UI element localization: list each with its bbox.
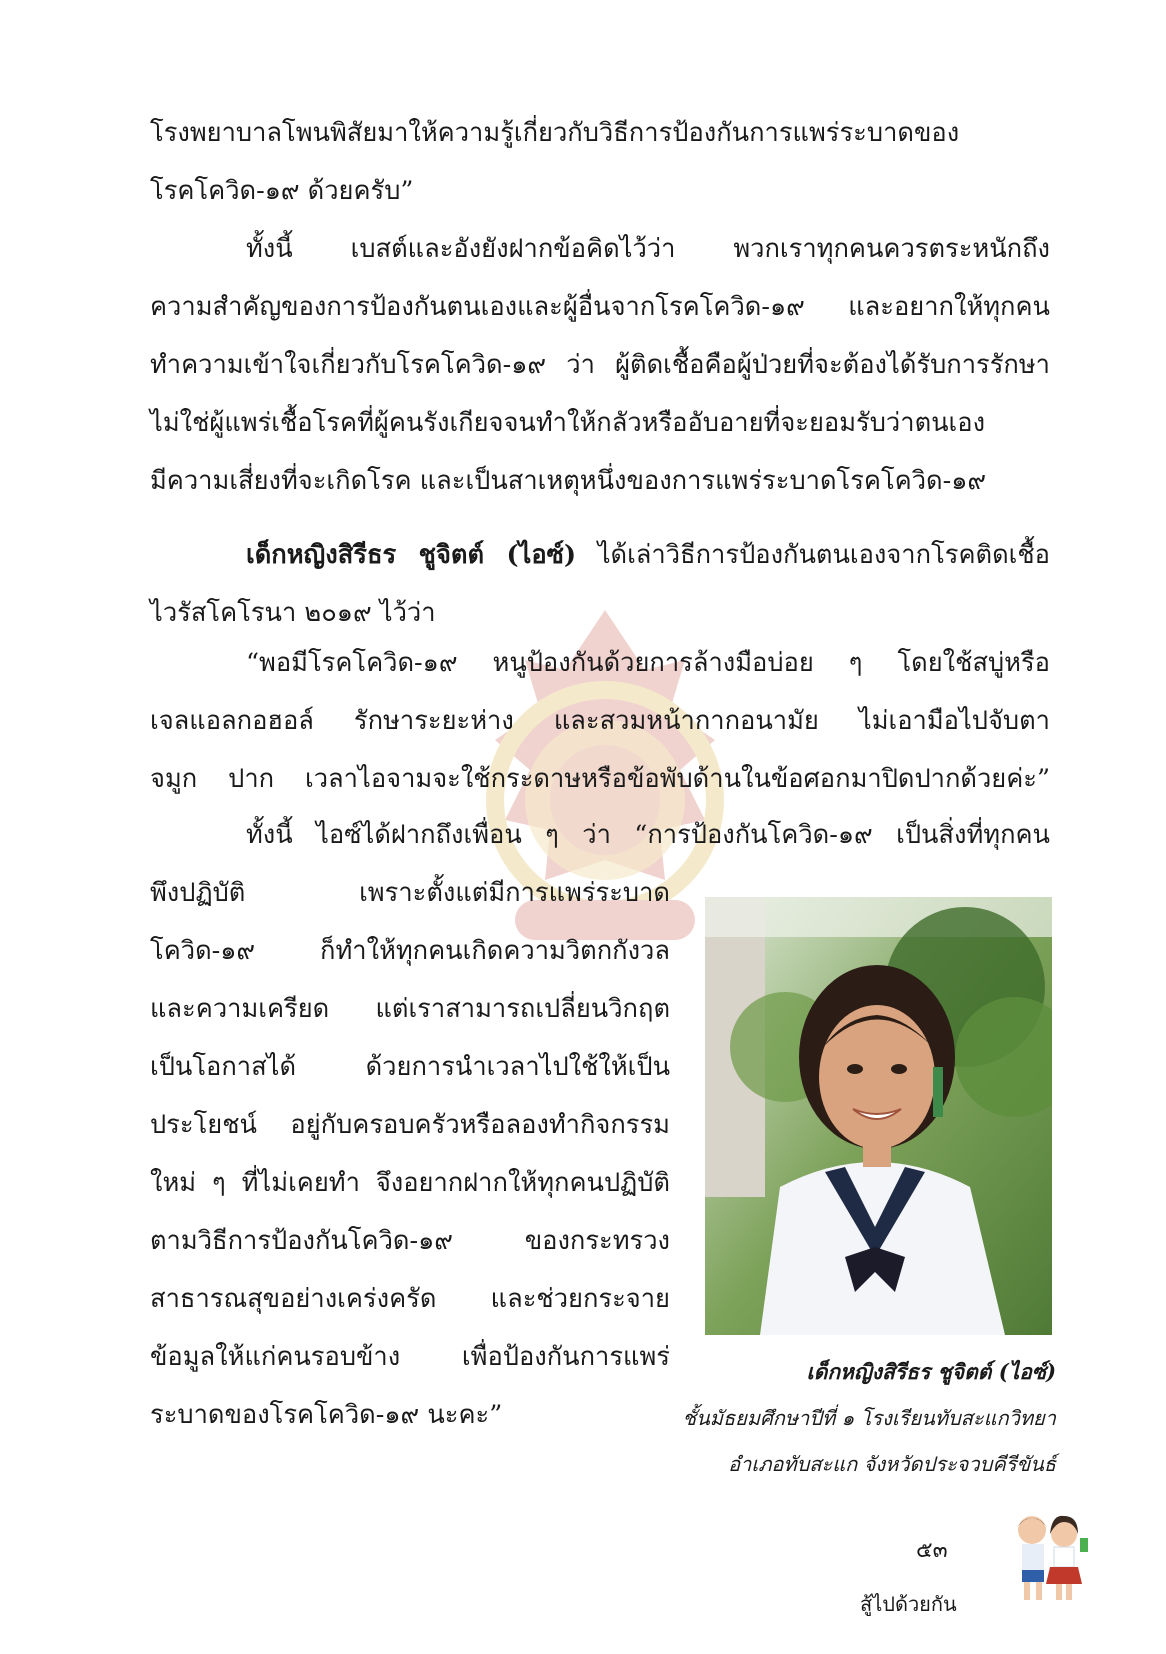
photo-caption-name: เด็กหญิงสิรีธร ชูจิตต์ (ไอซ์) (806, 1359, 1056, 1384)
paragraph-message-start (150, 806, 1050, 864)
text-line: ทำความเข้าใจเกี่ยวกับโรคโควิด-๑๙ ว่า ผู้ติดเชื้อคือผู้ป่วยที่จะต้องได้รับการรักษา (150, 350, 1050, 380)
photo-caption-school: ชั้นมัธยมศึกษาปีที่ ๑ โรงเรียนทับสะแกวิทยา (682, 1406, 1056, 1430)
paragraph-quote (150, 634, 1050, 808)
paragraph-introduction (150, 526, 1050, 642)
text-line: ข้อมูลให้แก่คนรอบข้าง เพื่อป้องกันการแพร่ (150, 1342, 670, 1372)
paragraph-continuation (150, 104, 1050, 220)
text-line: พึงปฏิบัติ เพราะตั้งแต่มีการแพร่ระบาด (150, 878, 670, 908)
text-line: โควิด-๑๙ ก็ทำให้ทุกคนเกิดความวิตกกังวล (150, 936, 670, 966)
text-line (150, 526, 1050, 584)
text-line: ระบาดของโรคโควิด-๑๙ นะคะ” (150, 1400, 503, 1430)
page-number: ๕๓ (916, 1538, 948, 1563)
student-photo-illustration (705, 897, 1052, 1335)
student-photo (705, 897, 1052, 1335)
text-line: จมูก ปาก เวลาไอจามจะใช้กระดาษหรือข้อพับด้านในข้อศอกมาปิดปากด้วยค่ะ” (150, 764, 1050, 794)
text-line: และความเครียด แต่เราสามารถเปลี่ยนวิกฤต (150, 994, 670, 1024)
footer-label: สู้ไปด้วยกัน (860, 1592, 957, 1616)
text-fragment: ได้เล่าวิธีการป้องกันตนเองจากโรคติดเชื้อ (576, 540, 1050, 570)
text-line: ใหม่ ๆ ที่ไม่เคยทำ จึงอยากฝากให้ทุกคนปฏิบัติ (150, 1168, 670, 1198)
text-line: ทั้งนี้ เบสต์และอังยังฝากข้อคิดไว้ว่า พวกเราทุกคนควรตระหนักถึง (246, 234, 1050, 264)
text-line: เป็นโอกาสได้ ด้วยการนำเวลาไปใช้ให้เป็น (150, 1052, 670, 1082)
text-line: เจลแอลกอฮอล์ รักษาระยะห่าง และสวมหน้ากากอนามัย ไม่เอามือไปจับตา (150, 706, 1050, 736)
paragraph-advice (150, 220, 1050, 510)
text-line: ตามวิธีการป้องกันโควิด-๑๙ ของกระทรวง (150, 1226, 670, 1256)
text-line: ประโยชน์ อยู่กับครอบครัวหรือลองทำกิจกรรม (150, 1110, 670, 1140)
text-line: ไวรัสโคโรนา ๒๐๑๙ ไว้ว่า (150, 598, 436, 628)
children-mascot-icon (1000, 1508, 1095, 1608)
text-line: โรงพยาบาลโพนพิสัยมาให้ความรู้เกี่ยวกับวิธีการป้องกันการแพร่ระบาดของ (150, 118, 960, 148)
text-line: “พอมีโรคโควิด-๑๙ หนูป้องกันด้วยการล้างมือบ่อย ๆ โดยใช้สบู่หรือ (246, 648, 1050, 678)
text-line: ไม่ใช่ผู้แพร่เชื้อโรคที่ผู้คนรังเกียจจนทำให้กลัวหรืออับอายที่จะยอมรับว่าตนเอง (150, 408, 986, 438)
text-line: โรคโควิด-๑๙ ด้วยครับ” (150, 176, 414, 206)
text-line: ทั้งนี้ ไอซ์ได้ฝากถึงเพื่อน ๆ ว่า “การป้องกันโควิด-๑๙ เป็นสิ่งที่ทุกคน (246, 820, 1050, 850)
photo-caption-location: อำเภอทับสะแก จังหวัดประจวบคีรีขันธ์ (728, 1452, 1056, 1476)
text-line: มีความเสี่ยงที่จะเกิดโรค และเป็นสาเหตุหนึ่งของการแพร่ระบาดโรคโควิด-๑๙ (150, 466, 987, 496)
student-name: เด็กหญิงสิรีธร ชูจิตต์ (ไอซ์) (246, 540, 577, 570)
text-line: สาธารณสุขอย่างเคร่งครัด และช่วยกระจาย (150, 1284, 670, 1314)
text-line: ความสำคัญของการป้องกันตนเองและผู้อื่นจากโรคโควิด-๑๙ และอยากให้ทุกคน (150, 292, 1050, 322)
